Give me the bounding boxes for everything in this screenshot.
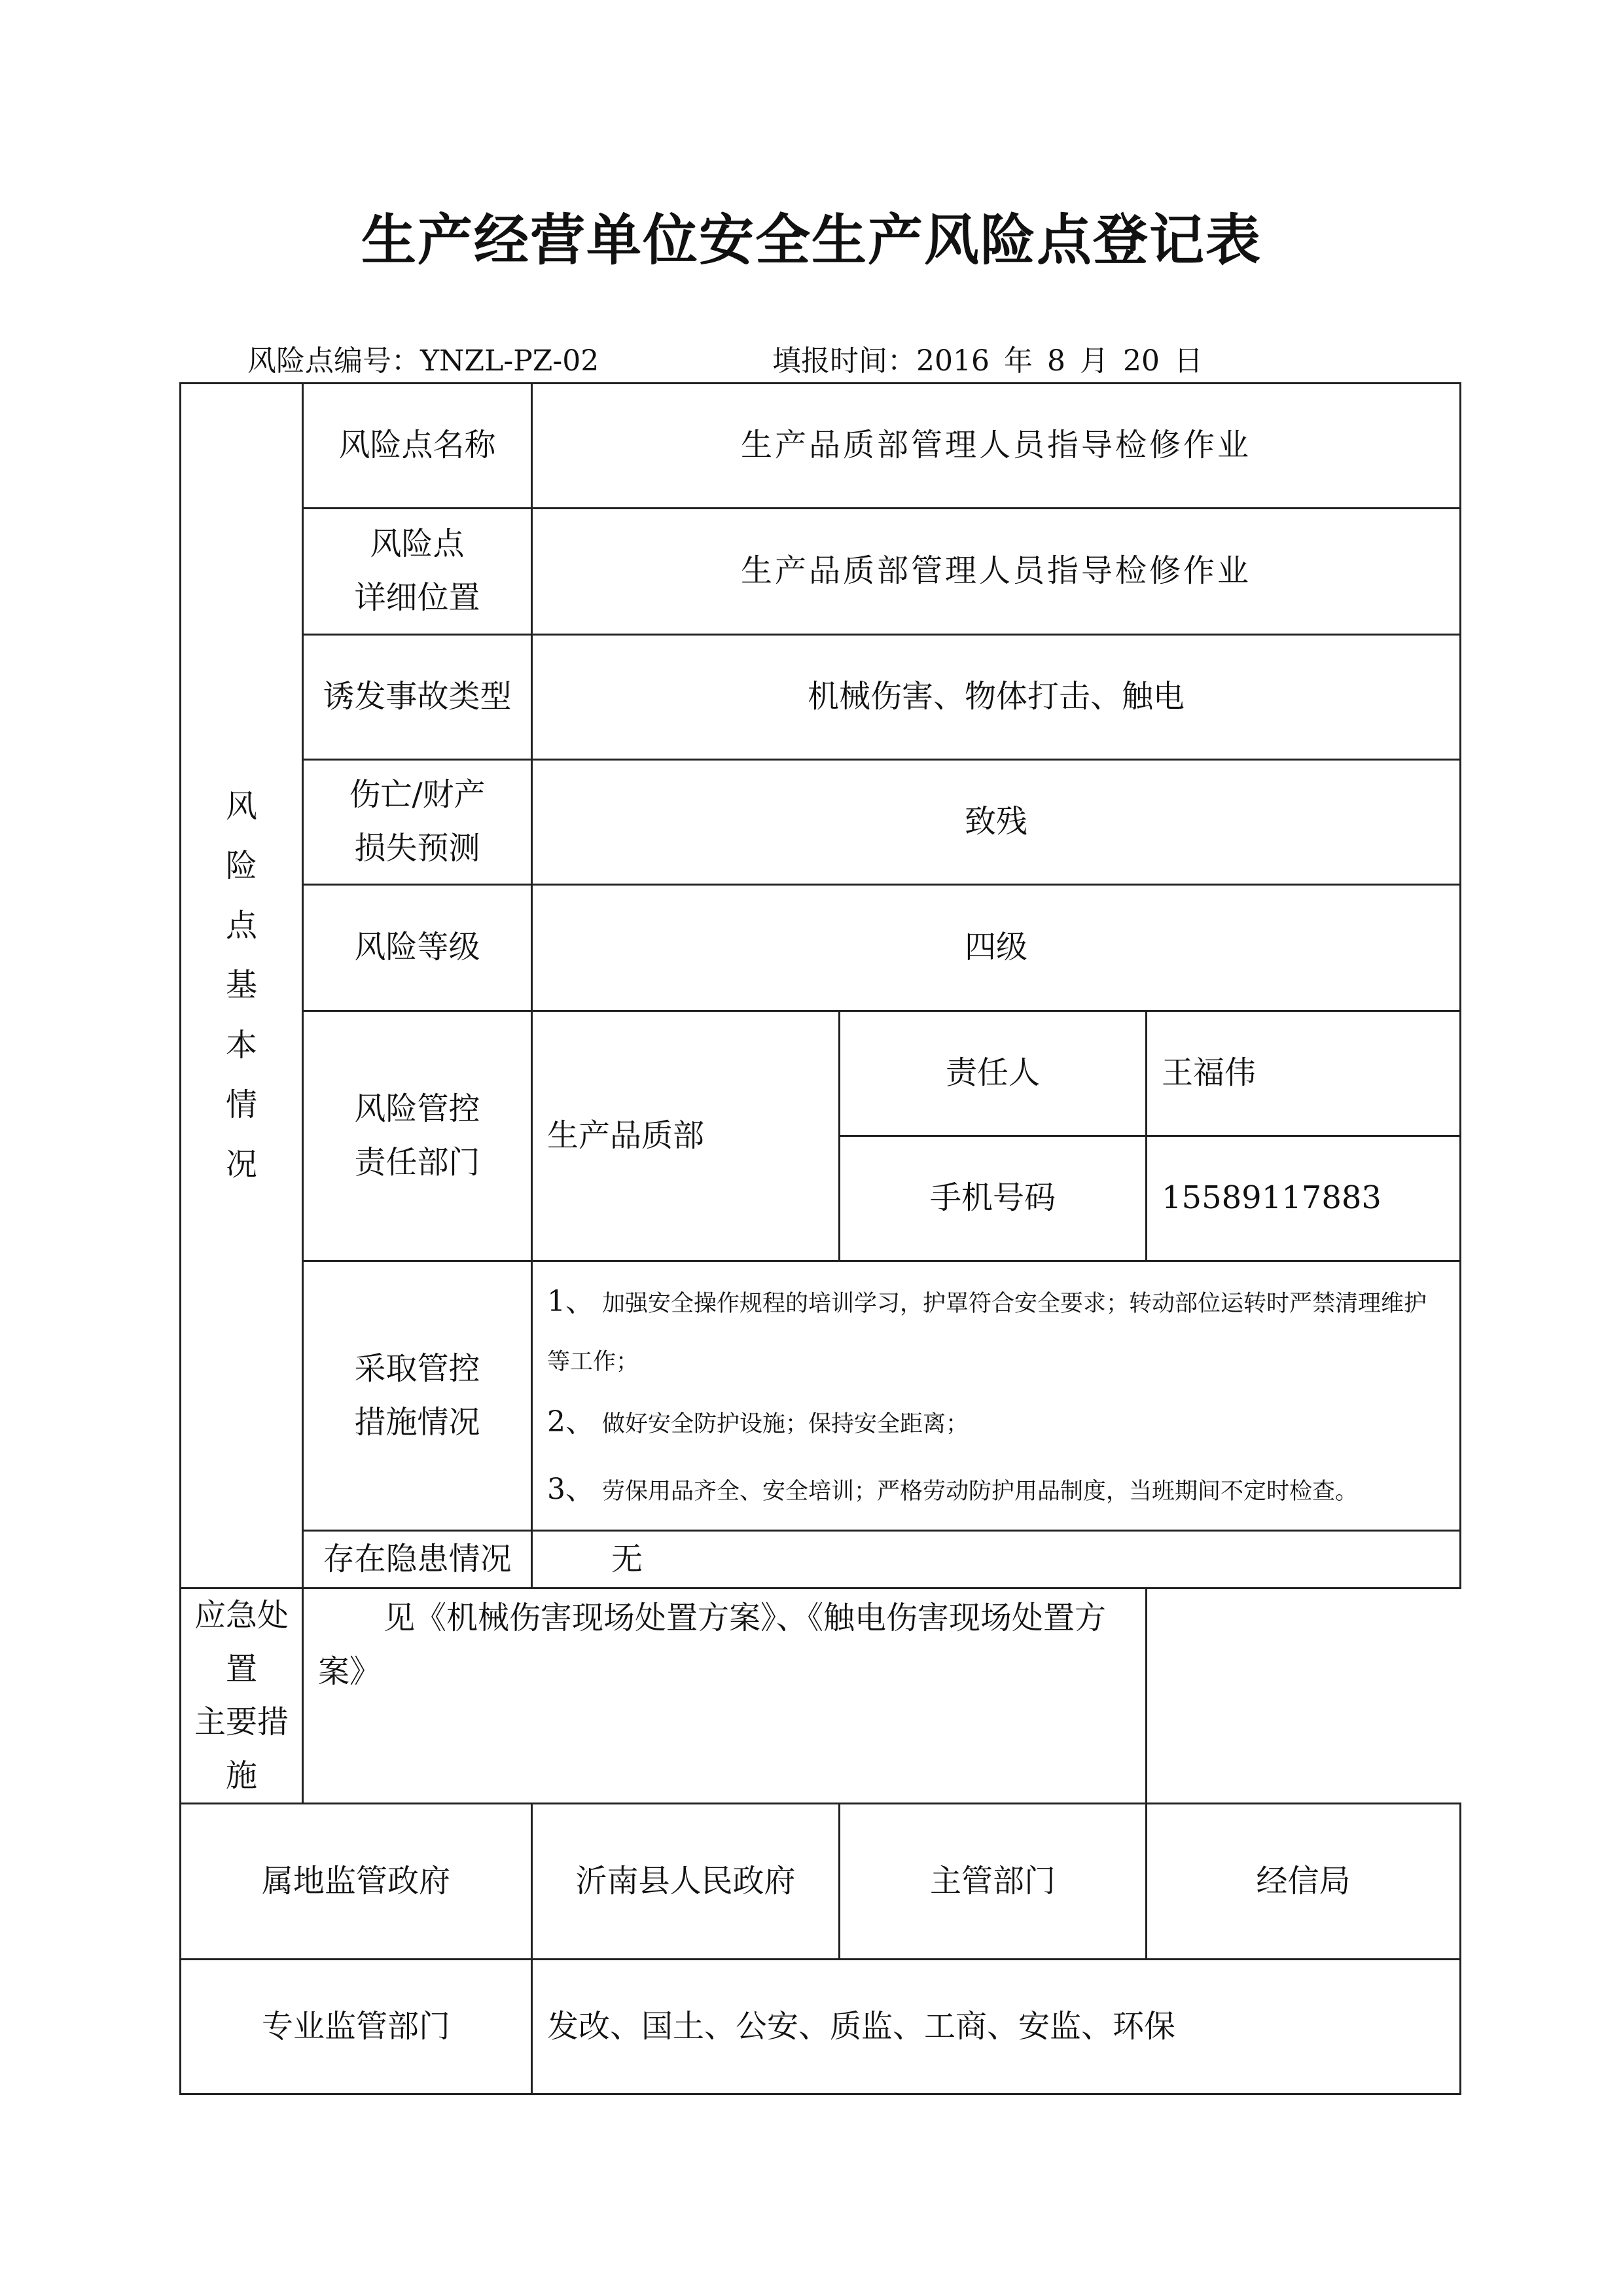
professional-label: 专业监管部门 <box>181 1960 532 2094</box>
level-label: 风险等级 <box>303 885 532 1011</box>
person-label: 责任人 <box>840 1011 1147 1136</box>
name-value: 生产品质部管理人员指导检修作业 <box>532 384 1461 509</box>
name-label: 风险点名称 <box>303 384 532 509</box>
measures-label: 采取管控 措施情况 <box>303 1261 532 1531</box>
risk-code <box>247 337 599 379</box>
dept-value: 生产品质部 <box>532 1011 840 1261</box>
risk-code-label: 风险点编号： <box>247 344 420 378</box>
measure-item: 2、 做好安全防护设施；保持安全距离； <box>547 1405 969 1439</box>
report-year: 2016 <box>916 344 990 378</box>
report-date <box>772 337 1217 379</box>
phone-label: 手机号码 <box>840 1136 1147 1261</box>
hazard-label: 存在隐患情况 <box>303 1531 532 1588</box>
report-month: 8 <box>1046 344 1065 378</box>
accident-type-value: 机械伤害、物体打击、触电 <box>532 635 1461 760</box>
report-day: 20 <box>1122 344 1160 378</box>
location-value: 生产品质部管理人员指导检修作业 <box>532 509 1461 635</box>
emergency-value: 见《机械伤害现场处置方案》、《触电伤害现场处置方 案》 <box>303 1588 1147 1804</box>
hazard-value: 无 <box>532 1531 1461 1588</box>
risk-register-table <box>179 382 1461 2095</box>
page-title: 生产经营单位安全生产风险点登记表 <box>361 208 1262 272</box>
gov-label: 属地监管政府 <box>181 1804 532 1960</box>
report-date-label: 填报时间： <box>772 344 916 378</box>
phone-value: 15589117883 <box>1147 1136 1461 1261</box>
person-value: 王福伟 <box>1147 1011 1461 1136</box>
day-unit: 日 <box>1173 344 1203 378</box>
professional-value: 发改、国土、公安、质监、工商、安监、环保 <box>532 1960 1461 2094</box>
level-value: 四级 <box>532 885 1461 1011</box>
gov-value: 沂南县人民政府 <box>532 1804 840 1960</box>
side-label-basic-info: 风 险 点 基 本 情 况 <box>181 384 303 1588</box>
authority-value: 经信局 <box>1147 1804 1461 1960</box>
measure-item: 1、 加强安全操作规程的培训学习，护罩符合安全要求；转动部位运转时严禁清理维护等工作； <box>547 1285 1427 1375</box>
month-unit: 月 <box>1079 344 1109 378</box>
measure-item: 3、 劳保用品齐全、安全培训；严格劳动防护用品制度，当班期间不定时检查。 <box>547 1472 1359 1506</box>
measures-list <box>532 1261 1461 1531</box>
year-unit: 年 <box>1003 344 1033 378</box>
dept-label: 风险管控 责任部门 <box>303 1011 532 1261</box>
location-label: 风险点 详细位置 <box>303 509 532 635</box>
authority-label: 主管部门 <box>840 1804 1147 1960</box>
accident-type-label: 诱发事故类型 <box>303 635 532 760</box>
loss-label: 伤亡/财产 损失预测 <box>303 760 532 885</box>
emergency-label: 应急处置 主要措施 <box>181 1588 303 1804</box>
loss-value: 致残 <box>532 760 1461 885</box>
risk-code-value: YNZL-PZ-02 <box>420 344 599 378</box>
